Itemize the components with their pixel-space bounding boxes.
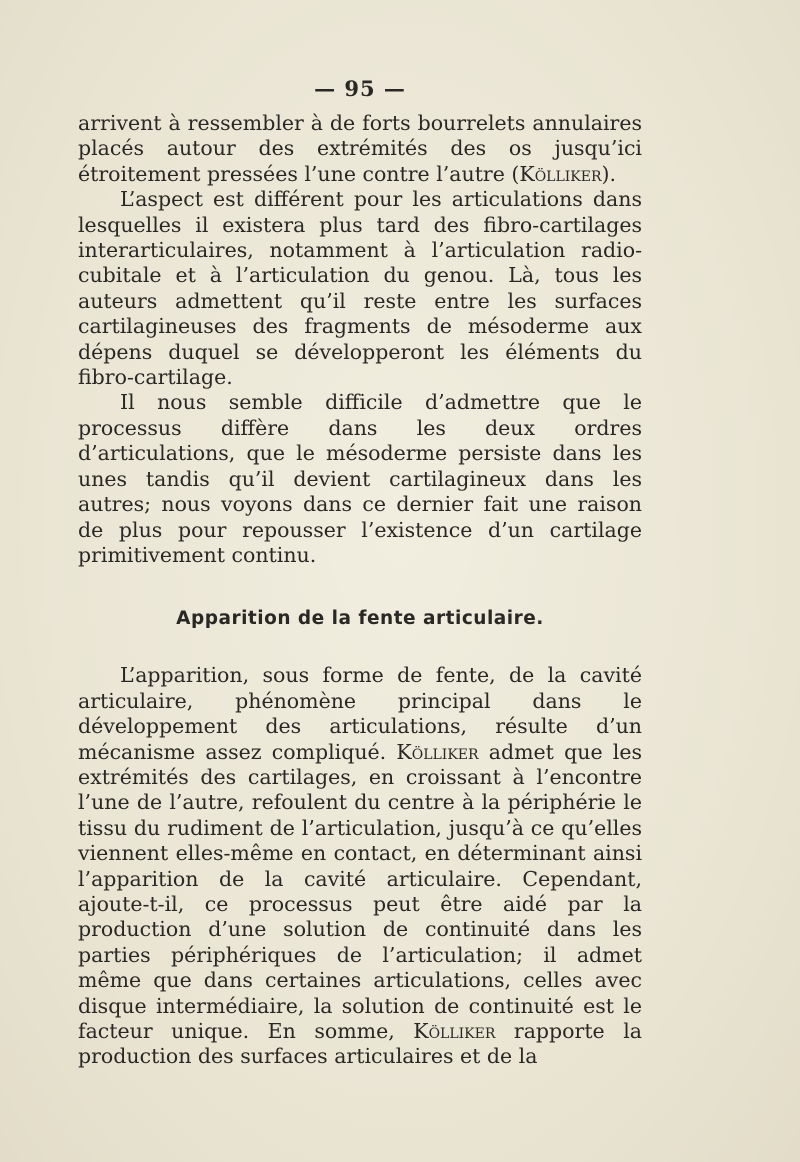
paragraph-3 xyxy=(78,390,642,568)
text-segment: arrivent à ressembler à de forts bourrelets annulaires placés autour des extrémités des os jusqu’ici étroitement pressées l’une contre l’autre ( xyxy=(78,111,642,186)
book-page xyxy=(78,76,642,1070)
section-heading: Apparition de la fente articulaire. xyxy=(176,608,544,630)
text-segment: L’aspect est différent pour les articulations dans lesquelles il existera plus tard des fibro-cartilages interarticulaires, notamment à l’articulation radio-cubitale et à l’articulation du genou. Là, tous les auteurs admettent qu’il reste entre les surfaces cartilagineuses des fragments de mésoderme aux dépens duquel se développeront les éléments du fibro-cartilage. xyxy=(78,187,642,390)
author-name: Kölliker xyxy=(413,1019,496,1043)
page-number: — 95 — xyxy=(314,76,406,101)
paragraph-1 xyxy=(78,111,642,187)
author-name: Kölliker xyxy=(396,739,479,764)
text-segment: rapporte la production des surfaces articulaires et de la xyxy=(78,1019,642,1069)
author-name: Kölliker xyxy=(519,161,602,186)
text-segment: admet que les extrémités des cartilages, en croissant à l’encontre l’une de l’autre, refoulent du centre à la périphérie le tissu du rudiment de l’articulation, jusqu’à ce qu’elles viennent elles-même en contact, en déterminant ainsi l’apparition de la cavité articulaire. Cependant, ajoute-t-il, ce processus peut être aidé par la production d’une solution de continuité dans les parties périphériques de l’articulation; il admet même que dans certaines articulations, celles avec disque intermédiaire, la solution de continuité est le facteur unique. En somme, xyxy=(78,739,643,1043)
text-segment: ). xyxy=(601,161,617,186)
paragraph-2 xyxy=(78,187,642,390)
text-segment: Il nous semble difficile d’admettre que le processus diffère dans les deux ordres d’articulations, que le mésoderme persiste dans les unes tandis qu’il devient cartilagineux dans les autres; nous voyons dans ce dernier fait une raison de plus pour repousser l’existence d’un cartilage primitivement continu. xyxy=(78,390,642,567)
paragraph-4 xyxy=(78,663,642,1070)
text-segment: L’apparition, sous forme de fente, de la cavité articulaire, phénomène principal dans le développement des articulations, résulte d’un mécanisme assez compliqué. xyxy=(78,663,642,764)
